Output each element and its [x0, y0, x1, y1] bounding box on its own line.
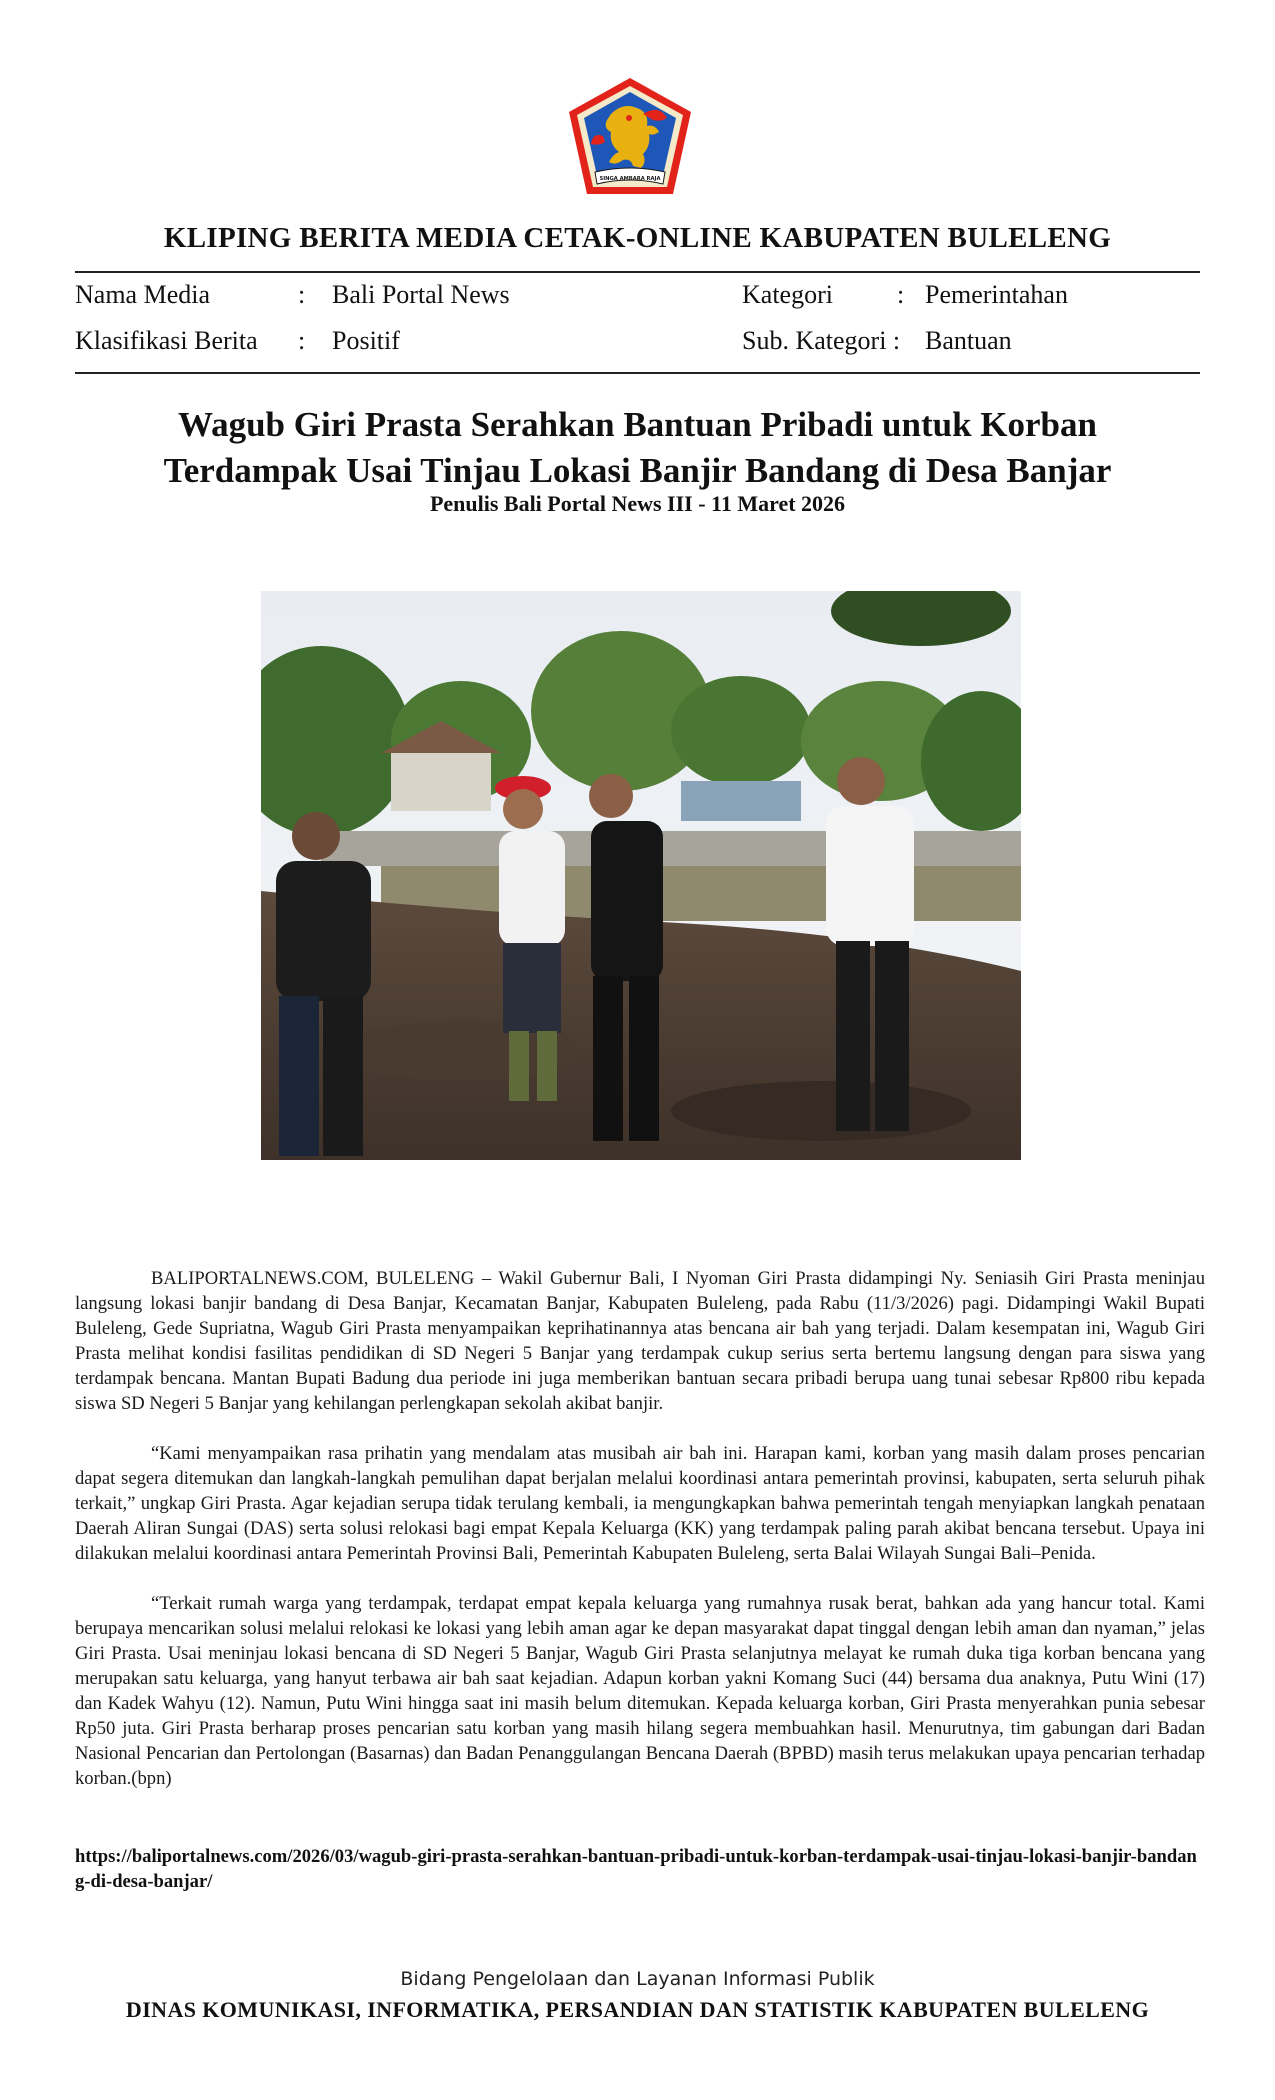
media-label: Nama Media [75, 280, 211, 309]
article-headline [60, 402, 1215, 494]
subkategori-label: Sub. Kategori : [742, 326, 901, 355]
klasifikasi-label: Klasifikasi Berita [75, 326, 258, 355]
singa-ambara-raja-emblem-icon [563, 74, 697, 198]
kategori-value: Pemerintahan [925, 280, 1068, 309]
subkategori-value: Bantuan [925, 326, 1012, 355]
article-paragraph: “Kami menyampaikan rasa prihatin yang mendalam atas musibah air bah ini. Harapan kami, korban yang masih dalam proses pencarian dapat segera ditemukan dan langkah-langkah pemulihan dapat berjalan melalui koordinasi antara pemerintah provinsi, kabupaten, serta seluruh pihak terkait,” ungkap Giri Prasta. Agar kejadian serupa tidak terulang kembali, ia mengungkapkan bahwa pemerintah tengah menyiapkan langkah penataan Daerah Aliran Sungai (DAS) serta solusi relokasi bagi empat Kepala Keluarga (KK) yang terdampak paling parah akibat bencana tersebut. Upaya ini dilakukan melalui koordinasi antara Pemerintah Provinsi Bali, Pemerintah Kabupaten Buleleng, serta Balai Wilayah Sungai Bali–Penida. [75, 1443, 1205, 1564]
top-divider [75, 271, 1200, 273]
news-photo-icon [261, 591, 1021, 1160]
media-separator: : [298, 280, 306, 309]
kategori-label: Kategori [742, 280, 833, 309]
footer-department: Bidang Pengelolaan dan Layanan Informasi Publik [400, 1968, 875, 1990]
kliping-title: KLIPING BERITA MEDIA CETAK-ONLINE KABUPATEN BULELENG [163, 222, 1112, 254]
headline-line-1: Wagub Giri Prasta Serahkan Bantuan Pribadi untuk Korban [178, 405, 1097, 444]
emblem-caption: SINGA AMBARA RAJA [599, 176, 661, 182]
source-url-link[interactable]: https://baliportalnews.com/2026/03/wagub-giri-prasta-serahkan-bantuan-pribadi-untuk-korban-terdampak-usai-tinjau-lokasi-banjir-bandang-di-desa-banjar/ [75, 1846, 1197, 1892]
media-value: Bali Portal News [332, 280, 510, 309]
article-paragraph: BALIPORTALNEWS.COM, BULELENG – Wakil Gubernur Bali, I Nyoman Giri Prasta didampingi Ny. Seniasih Giri Prasta meninjau langsung lokasi banjir bandang di Desa Banjar, Kecamatan Banjar, Kabupaten Buleleng, pada Rabu (11/3/2026) pagi. Didampingi Wakil Bupati Buleleng, Gede Supriatna, Wagub Giri Prasta menyampaikan keprihatinannya atas bencana air bah yang terjadi. Dalam kesempatan ini, Wagub Giri Prasta melihat kondisi fasilitas pendidikan di SD Negeri 5 Banjar yang terdampak cukup serius serta bertemu langsung dengan para siswa yang terdampak bencana. Mantan Bupati Badung dua periode ini juga memberikan bantuan secara pribadi berupa uang tunai sebesar Rp800 ribu kepada siswa SD Negeri 5 Banjar yang kehilangan perlengkapan sekolah akibat banjir. [75, 1268, 1205, 1414]
headline-line-2: Terdampak Usai Tinjau Lokasi Banjir Bandang di Desa Banjar [163, 451, 1112, 490]
klasifikasi-separator: : [298, 326, 306, 355]
klasifikasi-value: Positif [332, 326, 400, 355]
article-body [75, 1266, 1205, 1816]
article-photo [261, 591, 1021, 1160]
article-paragraph: “Terkait rumah warga yang terdampak, terdapat empat kepala keluarga yang rumahnya rusak berat, bahkan ada yang hancur total. Kami berupaya mencarikan solusi melalui relokasi ke lokasi yang lebih aman agar ke depan masyarakat dapat tinggal dengan lebih aman dan nyaman,” jelas Giri Prasta. Usai meninjau lokasi bencana di SD Negeri 5 Banjar, Wagub Giri Prasta selanjutnya melayat ke rumah duka tiga korban bencana yang merupakan satu keluarga, yang hanyut terbawa air bah saat kejadian. Adapun korban yakni Komang Suci (44) bersama dua anaknya, Putu Wini (17) dan Kadek Wahyu (12). Namun, Putu Wini hingga saat ini masih belum ditemukan. Kepada keluarga korban, Giri Prasta menyerahkan punia sebesar Rp50 juta. Giri Prasta berharap proses pencarian satu korban yang masih hilang segera membuahkan hasil. Menurutnya, tim gabungan dari Badan Nasional Pencarian dan Pertolongan (Basarnas) dan Badan Penanggulangan Bencana Daerah (BPBD) masih terus melakukan upaya pencarian terhadap korban.(bpn) [75, 1593, 1205, 1789]
bottom-divider [75, 372, 1200, 374]
footer-agency: DINAS KOMUNIKASI, INFORMATIKA, PERSANDIAN DAN STATISTIK KABUPATEN BULELENG [125, 1997, 1150, 2022]
article-byline: Penulis Bali Portal News III - 11 Maret 2026 [429, 491, 846, 516]
buleleng-emblem-logo [563, 74, 697, 198]
kategori-separator: : [897, 280, 905, 309]
